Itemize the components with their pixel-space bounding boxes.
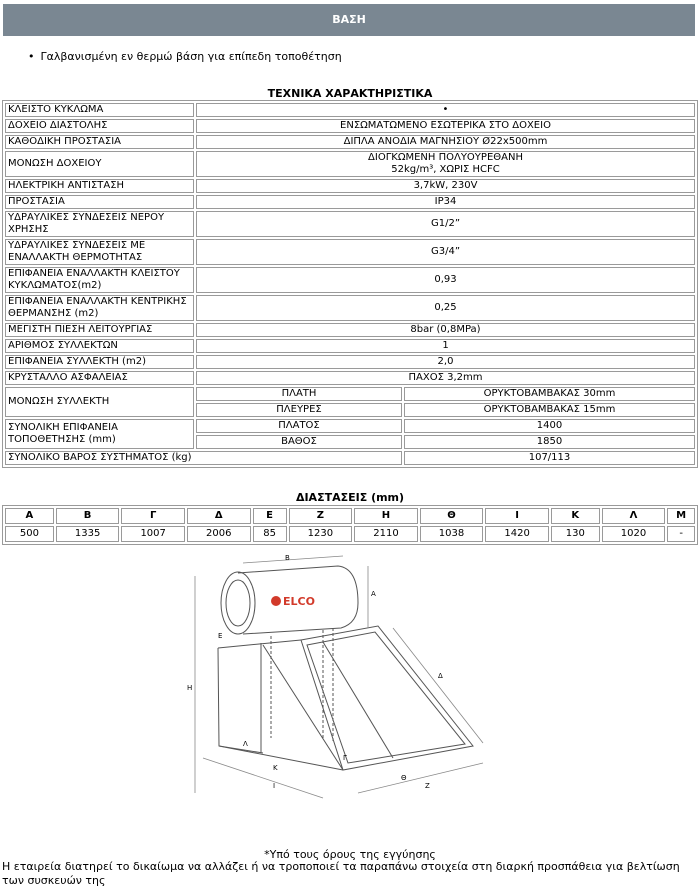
base-description xyxy=(28,50,342,63)
dimension-value: 1007 xyxy=(121,526,185,542)
dim-label-i: Ι xyxy=(273,782,276,790)
table-row xyxy=(5,387,695,401)
spec-label: ΥΔΡΑΥΛΙΚΕΣ ΣΥΝΔΕΣΕΙΣ ΝΕΡΟΥ ΧΡΗΣΗΣ xyxy=(5,211,194,237)
dimension-value: 1420 xyxy=(485,526,549,542)
spec-value: • xyxy=(196,103,695,117)
table-row xyxy=(5,239,695,265)
spec-label: ΔΟΧΕΙΟ ΔΙΑΣΤΟΛΗΣ xyxy=(5,119,194,133)
spec-sublabel: ΠΛΑΤΗ xyxy=(196,387,402,401)
dim-label-th: Θ xyxy=(401,774,407,782)
disclaimer-text: Η εταιρεία διατηρεί το δικαίωμα να αλλάζει ή να τροποποιεί τα παραπάνω στοιχεία στη διαρκή προσπάθεια για βελτίωση των συσκευών της xyxy=(2,860,680,887)
dimension-value: - xyxy=(667,526,695,542)
dim-label-h: Η xyxy=(187,684,193,692)
solar-heater-diagram xyxy=(183,548,493,810)
logo-text: ELCO xyxy=(283,595,315,608)
spec-value: ΠΑΧΟΣ 3,2mm xyxy=(196,371,695,385)
stand-bar xyxy=(218,640,301,648)
table-row xyxy=(5,355,695,369)
spec-value: 3,7kW, 230V xyxy=(196,179,695,193)
dimension-header: Δ xyxy=(187,508,251,524)
bullet-icon: • xyxy=(28,50,35,63)
spec-value-line: 52kg/m³, ΧΩΡΙΣ HCFC xyxy=(391,164,500,175)
spec-label: ΜΟΝΩΣΗ ΔΟΧΕΙΟΥ xyxy=(5,151,194,177)
spec-value: 1850 xyxy=(404,435,695,449)
spec-value: 0,25 xyxy=(196,295,695,321)
warranty-note: *Υπό τους όρους της εγγύησης xyxy=(264,848,436,861)
spec-label: ΠΡΟΣΤΑΣΙΑ xyxy=(5,195,194,209)
dim-label-a: Α xyxy=(371,590,376,598)
spec-label: ΚΡΥΣΤΑΛΛΟ ΑΣΦΑΛΕΙΑΣ xyxy=(5,371,194,385)
dimensions-title: ΔΙΑΣΤΑΣΕΙΣ (mm) xyxy=(295,491,405,504)
dimension-value: 1335 xyxy=(56,526,120,542)
table-row xyxy=(5,179,695,193)
dimension-header: Ι xyxy=(485,508,549,524)
spec-label: ΥΔΡΑΥΛΙΚΕΣ ΣΥΝΔΕΣΕΙΣ ΜΕ ΕΝΑΛΛΑΚΤΗ ΘΕΡΜΟΤΗΤΑΣ xyxy=(5,239,194,265)
spec-value: ΟΡΥΚΤΟΒΑΜΒΑΚΑΣ 15mm xyxy=(404,403,695,417)
stand-base xyxy=(219,746,343,770)
dim-label-b: Β xyxy=(285,554,290,562)
spec-label: ΜΟΝΩΣΗ ΣΥΛΛΕΚΤΗ xyxy=(5,387,194,417)
spec-label: ΚΑΘΟΔΙΚΗ ΠΡΟΣΤΑΣΙΑ xyxy=(5,135,194,149)
table-row xyxy=(5,419,695,433)
spec-value: 1400 xyxy=(404,419,695,433)
spec-sublabel: ΒΑΘΟΣ xyxy=(196,435,402,449)
dim-label-k: Κ xyxy=(273,764,278,772)
spec-label: ΗΛΕΚΤΡΙΚΗ ΑΝΤΙΣΤΑΣΗ xyxy=(5,179,194,193)
stand-diagonal xyxy=(263,645,343,770)
dim-label-e: Ε xyxy=(218,632,223,640)
specs-table xyxy=(2,100,698,468)
spec-value: ΟΡΥΚΤΟΒΑΜΒΑΚΑΣ 30mm xyxy=(404,387,695,401)
spec-value: 2,0 xyxy=(196,355,695,369)
dimension-line xyxy=(243,556,343,563)
spec-label: ΕΠΙΦΑΝΕΙΑ ΕΝΑΛΛΑΚΤΗ ΚΛΕΙΣΤΟΥ ΚΥΚΛΩΜΑΤΟΣ(m2) xyxy=(5,267,194,293)
dimension-header: Γ xyxy=(121,508,185,524)
spec-label: ΚΛΕΙΣΤΟ ΚΥΚΛΩΜΑ xyxy=(5,103,194,117)
dimension-value: 2006 xyxy=(187,526,251,542)
table-row xyxy=(5,151,695,177)
dimension-value: 1038 xyxy=(420,526,484,542)
dimension-header: Κ xyxy=(551,508,600,524)
dimension-header: Λ xyxy=(602,508,666,524)
dimension-value: 500 xyxy=(5,526,54,542)
dimension-header: Α xyxy=(5,508,54,524)
spec-value: ΕΝΣΩΜΑΤΩΜΕΝΟ ΕΣΩΤΕΡΙΚΑ ΣΤΟ ΔΟΧΕΙΟ xyxy=(196,119,695,133)
dimension-header: Η xyxy=(354,508,418,524)
spec-value: G1/2” xyxy=(196,211,695,237)
base-description-text: Γαλβανισμένη εν θερμώ βάση για επίπεδη τοποθέτηση xyxy=(40,50,342,63)
spec-value: 8bar (0,8MPa) xyxy=(196,323,695,337)
spec-label: ΣΥΝΟΛΙΚΟ ΒΑΡΟΣ ΣΥΣΤΗΜΑΤΟΣ (kg) xyxy=(5,451,402,465)
dimension-header: Θ xyxy=(420,508,484,524)
dimension-header: Μ xyxy=(667,508,695,524)
spec-value: IP34 xyxy=(196,195,695,209)
logo-mark-icon xyxy=(271,596,281,606)
elco-logo xyxy=(271,595,315,608)
spec-sublabel: ΠΛΕΥΡΕΣ xyxy=(196,403,402,417)
table-row xyxy=(5,119,695,133)
spec-value: ΔΙΠΛΑ ΑΝΟΔΙΑ ΜΑΓΝΗΣΙΟΥ Ø22x500mm xyxy=(196,135,695,149)
dimension-line xyxy=(358,763,483,793)
spec-label: ΣΥΝΟΛΙΚΗ ΕΠΙΦΑΝΕΙΑ ΤΟΠΟΘΕΤΗΣΗΣ (mm) xyxy=(5,419,194,449)
spec-label: ΑΡΙΘΜΟΣ ΣΥΛΛΕΚΤΩΝ xyxy=(5,339,194,353)
table-row xyxy=(5,323,695,337)
dimension-value: 1230 xyxy=(289,526,353,542)
table-row xyxy=(5,371,695,385)
tank-end-inner xyxy=(226,580,250,626)
specs-title: ΤΕΧΝΙΚΑ ΧΑΡΑΚΤΗΡΙΣΤΙΚΑ xyxy=(267,87,433,100)
section-header: ΒΑΣΗ xyxy=(3,4,695,36)
spec-label: ΜΕΓΙΣΤΗ ΠΙΕΣΗ ΛΕΙΤΟΥΡΓΙΑΣ xyxy=(5,323,194,337)
spec-value xyxy=(196,151,695,177)
spec-sublabel: ΠΛΑΤΟΣ xyxy=(196,419,402,433)
dimensions-table xyxy=(2,505,698,545)
spec-value: 1 xyxy=(196,339,695,353)
stand-leg xyxy=(218,648,263,753)
dim-label-d: Δ xyxy=(438,672,443,680)
dimension-header: Ε xyxy=(253,508,287,524)
spec-value: 0,93 xyxy=(196,267,695,293)
dim-label-z: Ζ xyxy=(425,782,430,790)
spec-label: ΕΠΙΦΑΝΕΙΑ ΕΝΑΛΛΑΚΤΗ ΚΕΝΤΡΙΚΗΣ ΘΕΡΜΑΝΣΗΣ (m2) xyxy=(5,295,194,321)
table-row xyxy=(5,295,695,321)
spec-value: 107/113 xyxy=(404,451,695,465)
table-row xyxy=(5,135,695,149)
table-row xyxy=(5,267,695,293)
dimension-value: 130 xyxy=(551,526,600,542)
spec-value-line: ΔΙΟΓΚΩΜΕΝΗ ΠΟΛΥΟΥΡΕΘΑΝΗ xyxy=(368,152,523,163)
table-row xyxy=(5,211,695,237)
table-row xyxy=(5,526,695,542)
table-row xyxy=(5,508,695,524)
spec-value: G3/4” xyxy=(196,239,695,265)
dimension-line xyxy=(393,628,483,743)
collector-glass xyxy=(307,632,465,763)
table-row xyxy=(5,339,695,353)
dimension-line xyxy=(203,758,323,798)
dim-label-g: Γ xyxy=(343,754,347,762)
dimension-value: 2110 xyxy=(354,526,418,542)
dimension-value: 85 xyxy=(253,526,287,542)
table-row xyxy=(5,451,695,465)
dimension-value: 1020 xyxy=(602,526,666,542)
dimension-header: Ζ xyxy=(289,508,353,524)
table-row xyxy=(5,195,695,209)
spec-label: ΕΠΙΦΑΝΕΙΑ ΣΥΛΛΕΚΤΗ (m2) xyxy=(5,355,194,369)
dimension-header: Β xyxy=(56,508,120,524)
dim-label-l: Λ xyxy=(243,740,248,748)
table-row xyxy=(5,103,695,117)
